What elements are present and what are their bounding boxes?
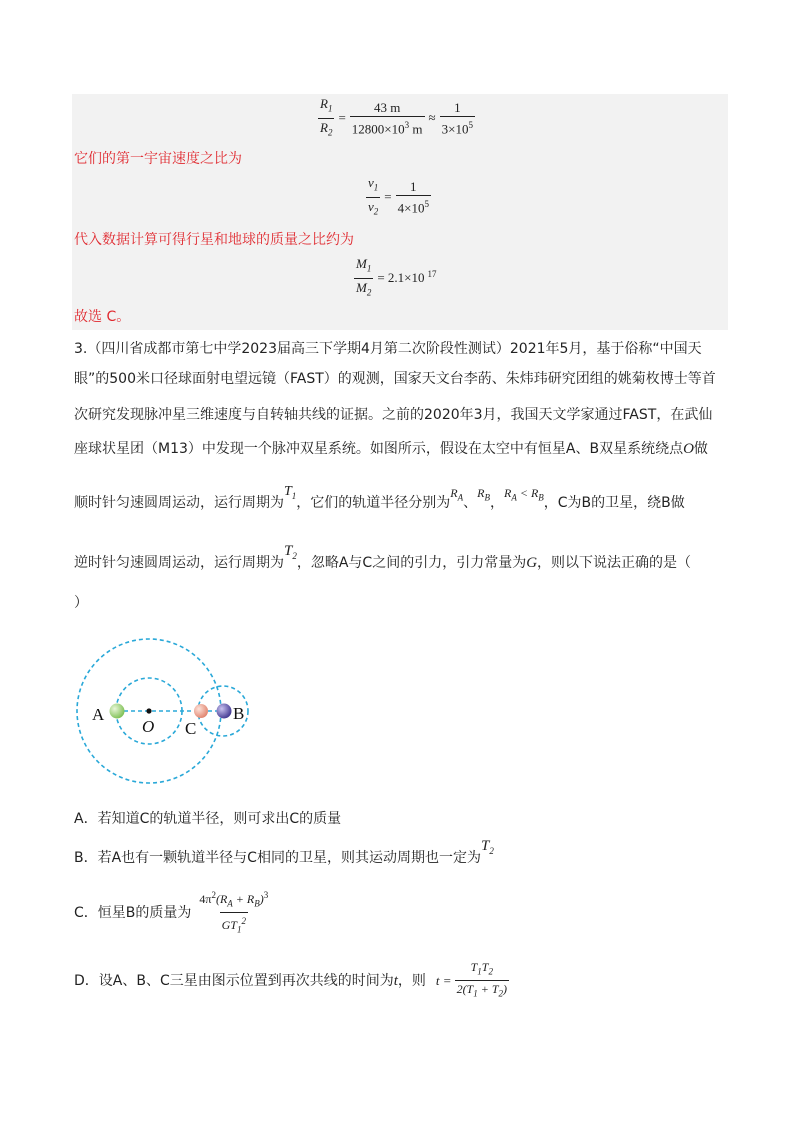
equation-mass-ratio: $\frac{M_1}{M_2}$ = 2.1×10 $^{17}$ xyxy=(354,256,437,300)
equation-radius-ratio: $\frac{R_1}{R_2}$ = $\frac{43 m}{12800\times 10^3 m}$ ≈ $\frac{1}{3\times 10^5}$ xyxy=(318,96,475,140)
question-line-7: ） xyxy=(74,595,88,611)
star-b xyxy=(217,704,232,719)
option-d: D．设A、B、C三星由图示位置到再次共线的时间为 t ，则 t = $\frac{T_1T_2}{2(T_1 + T_2)}$ xyxy=(74,960,509,1002)
label-c: C xyxy=(185,719,197,738)
solution-line-mass: 代入数据计算可得行星和地球的质量之比约为 xyxy=(74,232,354,248)
question-line-2: 眼”的500米口径球面射电望远镜（FAST）的观测，国家天文台李菂、朱炜玮研究团组的姚菊枚博士等首 xyxy=(74,371,716,387)
question-line-1: 3.（四川省成都市第七中学2023届高三下学期4月第二次阶段性测试）2021年5月，基于俗称“中国天 xyxy=(74,341,702,357)
solution-line-velocity: 它们的第一宇宙速度之比为 xyxy=(74,151,242,167)
question-line-3: 次研究发现脉冲星三维速度与自转轴共线的证据。之前的2020年3月，我国天文学家通过FAST，在武仙 xyxy=(74,407,713,423)
equation-velocity-ratio: $\frac{v_1}{v_2}$ = $\frac{1}{4\times 10^5}$ xyxy=(366,175,431,219)
center-o xyxy=(146,708,151,713)
question-line-5: 顺时针匀速圆周运动，运行周期为$T_1$，它们的轨道半径分别为$R_A$、$R_B$，$R_A < R_B$，C为B的卫星，绕B做 xyxy=(74,484,685,511)
question-line-6: 逆时针匀速圆周运动，运行周期为$T_2$，忽略A与C之间的引力，引力常量为G，则以下说法正确的是（ xyxy=(74,543,692,571)
orbit-diagram xyxy=(70,630,270,790)
label-o: O xyxy=(142,717,155,736)
option-a: A．若知道C的轨道半径，则可求出C的质量 xyxy=(74,811,342,827)
question-line-4: 座球状星团（M13）中发现一个脉冲双星系统。如图所示，假设在太空中有恒星A、B双星系统绕点O做 xyxy=(74,441,708,457)
satellite-c xyxy=(194,704,208,718)
label-a: A xyxy=(92,705,105,724)
option-b: B．若A也有一颗轨道半径与C相同的卫星，则其运动周期也一定为$T_2$ xyxy=(74,838,494,866)
solution-answer: 故选 C。 xyxy=(74,309,131,325)
star-a xyxy=(110,704,125,719)
label-b: B xyxy=(233,704,245,723)
option-c: C．恒星B的质量为 $\frac{4\pi^2(R_A + R_B)^3}{GT_1^2}$ xyxy=(74,888,270,938)
